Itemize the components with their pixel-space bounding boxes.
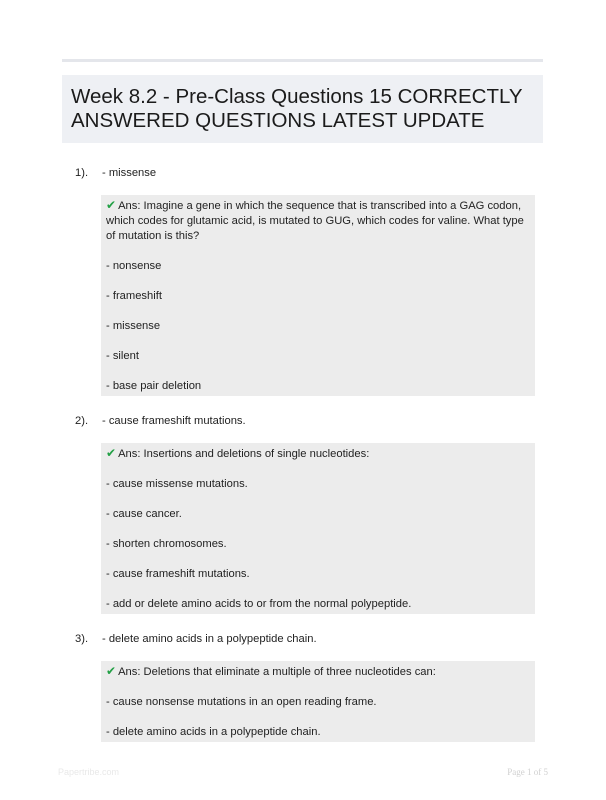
answer-option: - nonsense: [106, 260, 162, 272]
answer-box: [101, 195, 535, 396]
page-title: Week 8.2 - Pre-Class Questions 15 CORRECTLY ANSWERED QUESTIONS LATEST UPDATE: [71, 85, 523, 132]
answer-prompt-text: Ans: Insertions and deletions of single nucleotides:: [118, 448, 370, 460]
answer-box: [101, 661, 535, 742]
answer-option: - cause nonsense mutations in an open reading frame.: [106, 696, 377, 708]
check-icon: ✔: [106, 198, 117, 212]
answer-prompt: [106, 198, 531, 244]
answer-option: - frameshift: [106, 290, 162, 302]
answer-prompt-text: Ans: Imagine a gene in which the sequence that is transcribed into a GAG codon, which codes for glutamic acid, is mutated to GUG, which codes for valine. What type of mutation is this?: [106, 200, 524, 242]
question-number: 2).: [75, 415, 89, 427]
question-header: [62, 415, 542, 435]
page-number: Page 1 of 5: [507, 767, 548, 777]
answer-option: - cause missense mutations.: [106, 478, 248, 490]
title-banner: [62, 75, 543, 143]
question-number: 3).: [75, 633, 89, 645]
answer-prompt-text: Ans: Deletions that eliminate a multiple of three nucleotides can:: [118, 666, 436, 678]
question-header: [62, 167, 542, 187]
question-answer: - cause frameshift mutations.: [102, 415, 246, 427]
answer-prompt: [106, 446, 531, 462]
answer-prompt: [106, 664, 531, 680]
answer-option: - add or delete amino acids to or from the normal polypeptide.: [106, 598, 412, 610]
answer-option: - delete amino acids in a polypeptide chain.: [106, 726, 321, 738]
check-icon: ✔: [106, 446, 117, 460]
check-icon: ✔: [106, 664, 117, 678]
answer-option: - cause frameshift mutations.: [106, 568, 250, 580]
top-divider: [62, 59, 543, 62]
question-item: [62, 415, 542, 614]
question-number: 1).: [75, 167, 89, 179]
footer-watermark: Papertribe.com: [58, 767, 120, 777]
question-item: [62, 167, 542, 396]
question-item: [62, 633, 542, 742]
answer-option: - cause cancer.: [106, 508, 182, 520]
question-header: [62, 633, 542, 653]
answer-option: - missense: [106, 320, 161, 332]
answer-option: - silent: [106, 350, 139, 362]
question-answer: - delete amino acids in a polypeptide chain.: [102, 633, 317, 645]
answer-box: [101, 443, 535, 614]
answer-option: - base pair deletion: [106, 380, 202, 392]
question-answer: - missense: [102, 167, 157, 179]
answer-option: - shorten chromosomes.: [106, 538, 227, 550]
